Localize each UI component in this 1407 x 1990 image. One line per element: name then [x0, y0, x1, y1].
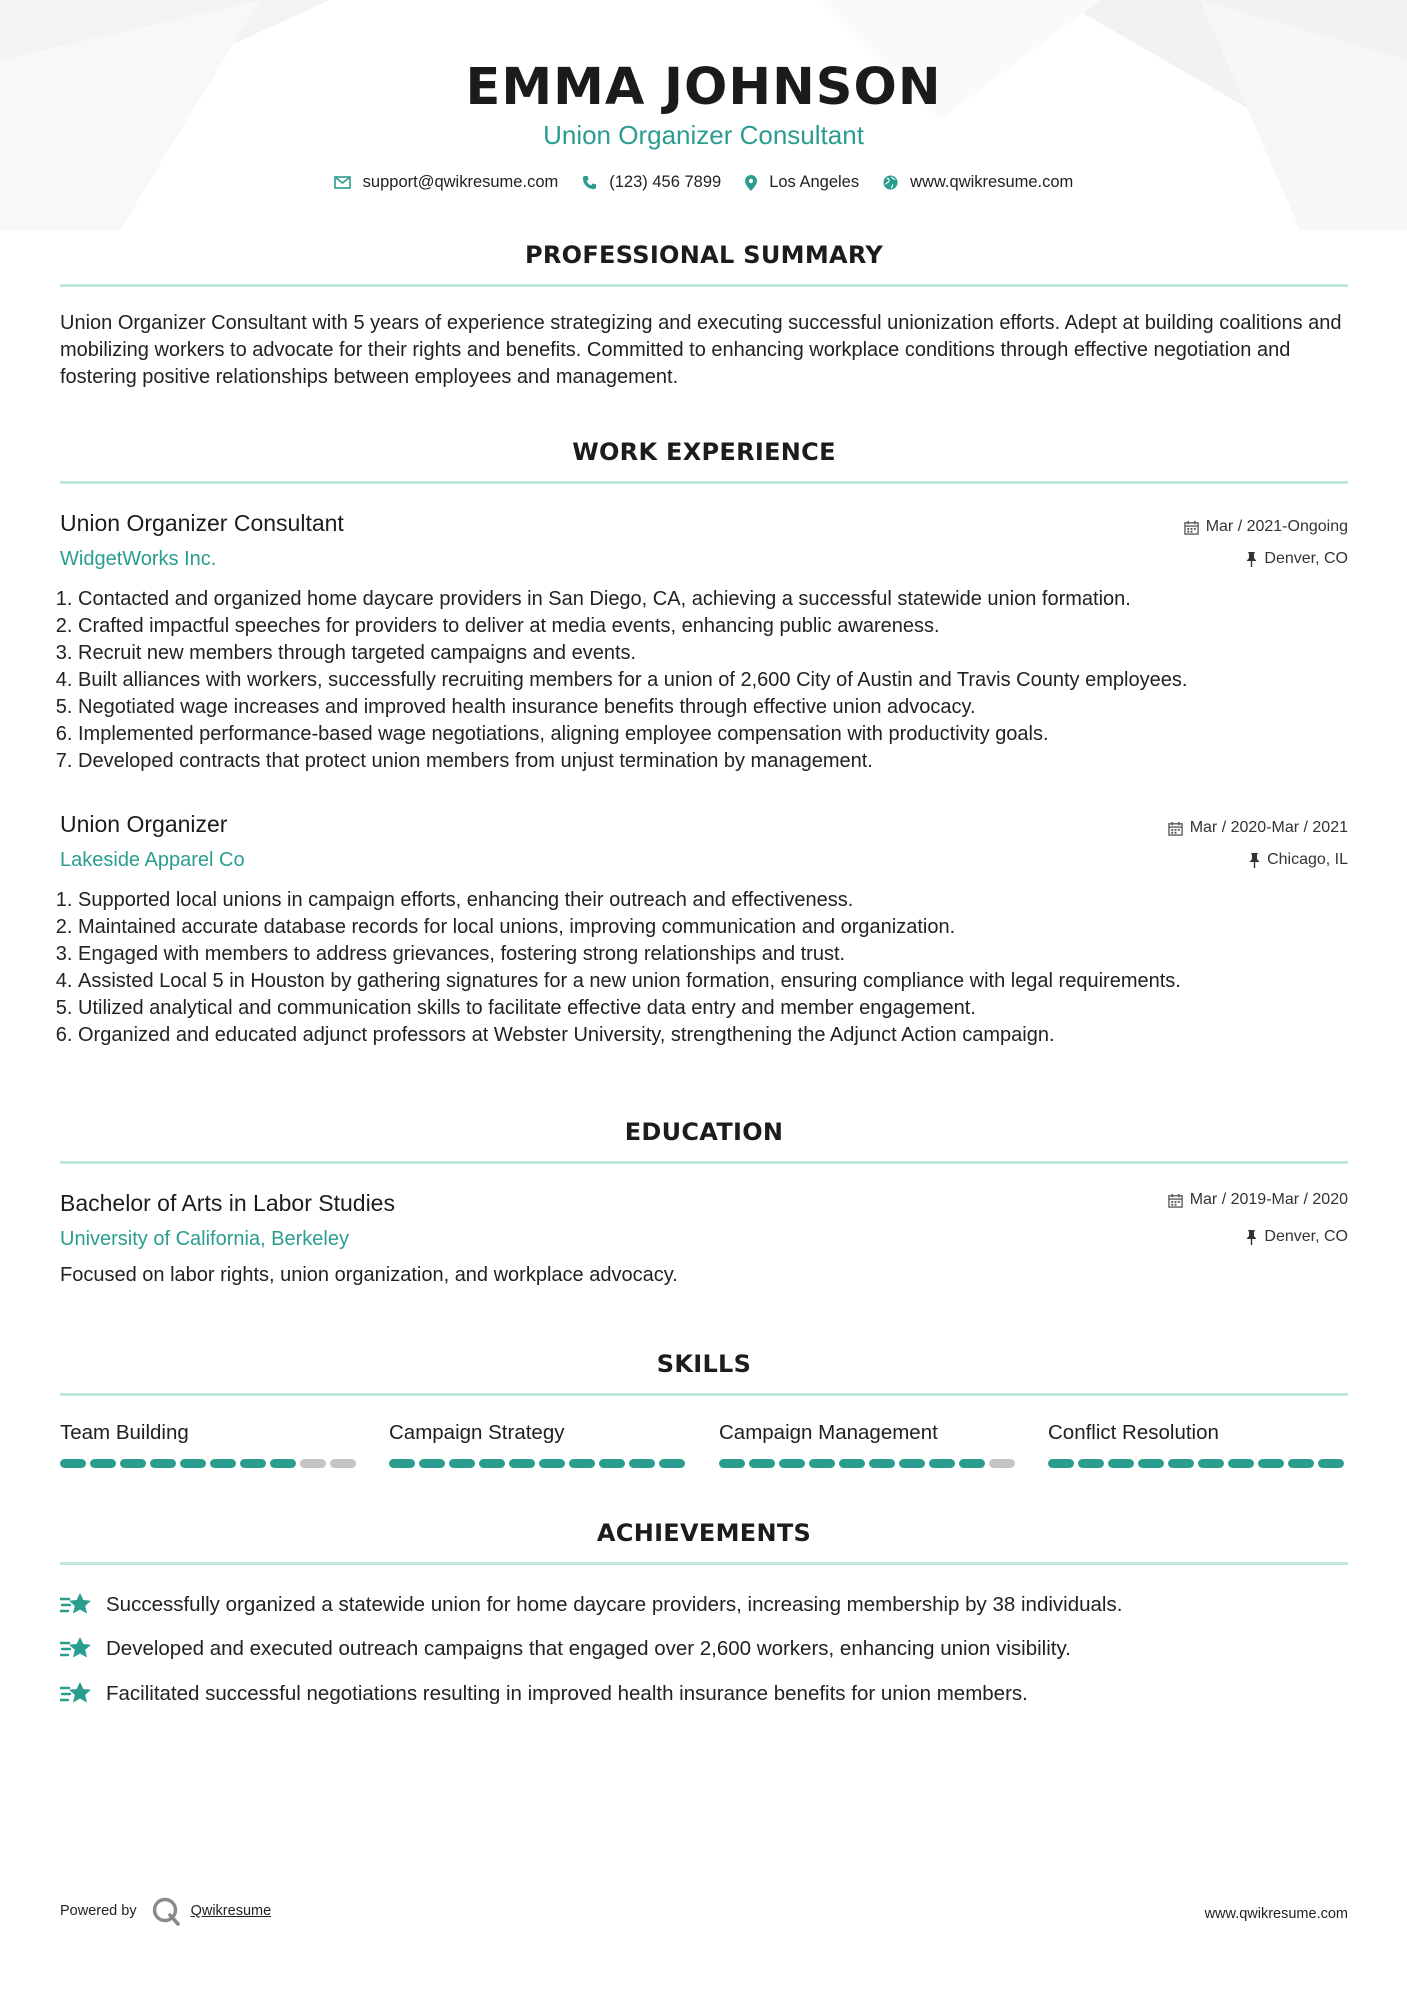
job-dates	[1168, 819, 1348, 837]
qwikresume-logo-icon	[151, 1896, 181, 1926]
skill-name: Campaign Strategy	[389, 1421, 565, 1444]
calendar-icon	[1168, 1193, 1183, 1208]
education-location	[1246, 1228, 1348, 1246]
skill-segment-filled	[719, 1459, 745, 1468]
skill-segment-filled	[779, 1459, 805, 1468]
job-dates-text: Mar / 2020-Mar / 2021	[1189, 819, 1348, 836]
skill-segment-filled	[509, 1459, 535, 1468]
skill-segment-filled	[1318, 1459, 1344, 1468]
skill-item	[1048, 1421, 1348, 1468]
skill-segment-filled	[569, 1459, 595, 1468]
skill-segment-filled	[659, 1459, 685, 1468]
list-item: 6. Organized and educated adjunct professors at Webster University, strengthening the Adjunct Action campaign.	[78, 1022, 1378, 1049]
skill-segment-filled	[1048, 1459, 1074, 1468]
education-location-text: Denver, CO	[1264, 1228, 1348, 1245]
summary-text: Union Organizer Consultant with 5 years of experience strategizing and executing successful unionization efforts. Adept at building coalitions and mobilizing workers to advocate for their rights and benefits. Committed to enhancing workplace conditions through effective negotiation and fostering positive relationships between employees and management.	[60, 312, 1342, 388]
star-achievement-icon	[60, 1636, 93, 1662]
skill-segment-filled	[959, 1459, 985, 1468]
education-dates	[1168, 1191, 1348, 1209]
contact-phone[interactable]	[582, 173, 721, 192]
list-item: 5. Negotiated wage increases and improved health insurance benefits through effective union advocacy.	[78, 694, 1378, 721]
pushpin-icon	[1246, 552, 1257, 567]
list-item: 1. Contacted and organized home daycare providers in San Diego, CA, achieving a successful statewide union formation.	[78, 586, 1378, 613]
skill-segment-empty	[989, 1459, 1015, 1468]
job-location-text: Denver, CO	[1264, 550, 1348, 567]
skill-segment-filled	[1258, 1459, 1284, 1468]
job-location	[1246, 550, 1348, 568]
education-description: Focused on labor rights, union organization, and workplace advocacy.	[60, 1264, 678, 1286]
skill-level-bar	[60, 1459, 360, 1468]
list-item: 4. Built alliances with workers, successfully recruiting members for a union of 2,600 City of Austin and Travis County employees.	[78, 667, 1378, 694]
email-text: support@qwikresume.com	[362, 173, 559, 191]
summary-heading: PROFESSIONAL SUMMARY	[524, 241, 884, 269]
skill-segment-filled	[449, 1459, 475, 1468]
skill-segment-empty	[300, 1459, 326, 1468]
skills-heading: SKILLS	[656, 1350, 752, 1378]
skill-segment-filled	[929, 1459, 955, 1468]
achievement-text: Facilitated successful negotiations resulting in improved health insurance benefits for union members.	[106, 1682, 1028, 1705]
job-company: WidgetWorks Inc.	[60, 548, 217, 570]
list-item: 5. Utilized analytical and communication skills to facilitate effective data entry and member engagement.	[78, 995, 1378, 1022]
skill-segment-filled	[60, 1459, 86, 1468]
experience-heading: WORK EXPERIENCE	[572, 438, 836, 466]
achievement-item	[60, 1592, 1122, 1618]
map-pin-icon	[745, 175, 757, 191]
experience-divider	[60, 481, 1348, 484]
skill-segment-empty	[330, 1459, 356, 1468]
calendar-icon	[1184, 520, 1199, 535]
location-text: Los Angeles	[769, 173, 860, 191]
skill-segment-filled	[419, 1459, 445, 1468]
candidate-role: Union Organizer Consultant	[543, 120, 864, 150]
job-bullet-list	[55, 586, 1378, 775]
list-item: 2. Crafted impactful speeches for providers to deliver at media events, enhancing public awareness.	[78, 613, 1378, 640]
education-dates-text: Mar / 2019-Mar / 2020	[1189, 1191, 1348, 1208]
skill-segment-filled	[1138, 1459, 1164, 1468]
job-title: Union Organizer Consultant	[60, 510, 344, 536]
skill-segment-filled	[899, 1459, 925, 1468]
globe-icon	[883, 175, 898, 190]
skill-segment-filled	[1078, 1459, 1104, 1468]
contact-location	[745, 173, 859, 192]
skill-segment-filled	[1288, 1459, 1314, 1468]
degree-title: Bachelor of Arts in Labor Studies	[60, 1190, 395, 1216]
skill-segment-filled	[1108, 1459, 1134, 1468]
calendar-icon	[1168, 821, 1183, 836]
skill-segment-filled	[270, 1459, 296, 1468]
skill-segment-filled	[210, 1459, 236, 1468]
envelope-icon	[334, 176, 351, 189]
skill-level-bar	[719, 1459, 1019, 1468]
job-location-text: Chicago, IL	[1267, 851, 1348, 868]
achievement-item	[60, 1636, 1071, 1662]
job-location	[1249, 851, 1348, 869]
skill-segment-filled	[749, 1459, 775, 1468]
achievement-item	[60, 1681, 1028, 1707]
job-dates-text: Mar / 2021-Ongoing	[1205, 518, 1348, 535]
list-item: 4. Assisted Local 5 in Houston by gathering signatures for a new union formation, ensuring compliance with legal requirements.	[78, 968, 1378, 995]
skill-level-bar	[1048, 1459, 1348, 1468]
star-achievement-icon	[60, 1681, 93, 1707]
achievements-divider	[60, 1562, 1348, 1565]
skill-segment-filled	[599, 1459, 625, 1468]
skill-segment-filled	[1198, 1459, 1224, 1468]
list-item: 1. Supported local unions in campaign efforts, enhancing their outreach and effectiveness.	[78, 887, 1378, 914]
skill-segment-filled	[90, 1459, 116, 1468]
skill-name: Conflict Resolution	[1048, 1421, 1219, 1444]
skill-segment-filled	[629, 1459, 655, 1468]
summary-divider	[60, 284, 1348, 287]
skill-segment-filled	[389, 1459, 415, 1468]
skill-segment-filled	[839, 1459, 865, 1468]
skill-name: Team Building	[60, 1421, 189, 1444]
skill-segment-filled	[180, 1459, 206, 1468]
education-divider	[60, 1161, 1348, 1164]
achievement-text: Successfully organized a statewide union for home daycare providers, increasing membership by 38 individuals.	[106, 1593, 1123, 1616]
school-name: University of California, Berkeley	[60, 1228, 349, 1250]
skill-segment-filled	[1228, 1459, 1254, 1468]
list-item: 7. Developed contracts that protect union members from unjust termination by management.	[78, 748, 1378, 775]
skill-segment-filled	[1168, 1459, 1194, 1468]
job-bullet-list	[55, 887, 1378, 1049]
skill-item	[389, 1421, 689, 1468]
job-title: Union Organizer	[60, 811, 228, 837]
achievement-text: Developed and executed outreach campaigns that engaged over 2,600 workers, enhancing union visibility.	[106, 1637, 1071, 1660]
skill-segment-filled	[869, 1459, 895, 1468]
skill-segment-filled	[240, 1459, 266, 1468]
job-dates	[1184, 518, 1348, 536]
phone-icon	[582, 175, 597, 190]
skill-segment-filled	[539, 1459, 565, 1468]
contact-bar	[0, 173, 1407, 192]
footer-website[interactable]: www.qwikresume.com	[1204, 1906, 1348, 1922]
skills-divider	[60, 1393, 1348, 1396]
powered-by-label: Powered by	[60, 1903, 137, 1919]
skill-segment-filled	[150, 1459, 176, 1468]
list-item: 3. Engaged with members to address grievances, fostering strong relationships and trust.	[78, 941, 1378, 968]
star-achievement-icon	[60, 1592, 93, 1618]
job-company: Lakeside Apparel Co	[60, 849, 245, 871]
contact-website[interactable]	[883, 173, 1073, 192]
candidate-name: EMMA JOHNSON	[465, 58, 942, 117]
footer-powered-by	[60, 1896, 271, 1926]
skill-segment-filled	[809, 1459, 835, 1468]
skill-segment-filled	[120, 1459, 146, 1468]
skill-item	[60, 1421, 360, 1468]
pushpin-icon	[1249, 853, 1260, 868]
website-text: www.qwikresume.com	[910, 173, 1074, 191]
phone-text: (123) 456 7899	[609, 173, 722, 191]
list-item: 6. Implemented performance-based wage negotiations, aligning employee compensation with productivity goals.	[78, 721, 1378, 748]
list-item: 3. Recruit new members through targeted campaigns and events.	[78, 640, 1378, 667]
contact-email[interactable]	[334, 173, 559, 192]
skill-item	[719, 1421, 1019, 1468]
pushpin-icon	[1246, 1230, 1257, 1245]
achievements-heading: ACHIEVEMENTS	[596, 1519, 812, 1547]
skill-level-bar	[389, 1459, 689, 1468]
skill-segment-filled	[479, 1459, 505, 1468]
qwikresume-link[interactable]: Qwikresume	[190, 1903, 272, 1919]
skill-name: Campaign Management	[719, 1421, 938, 1444]
list-item: 2. Maintained accurate database records for local unions, improving communication and organization.	[78, 914, 1378, 941]
education-heading: EDUCATION	[624, 1118, 784, 1146]
